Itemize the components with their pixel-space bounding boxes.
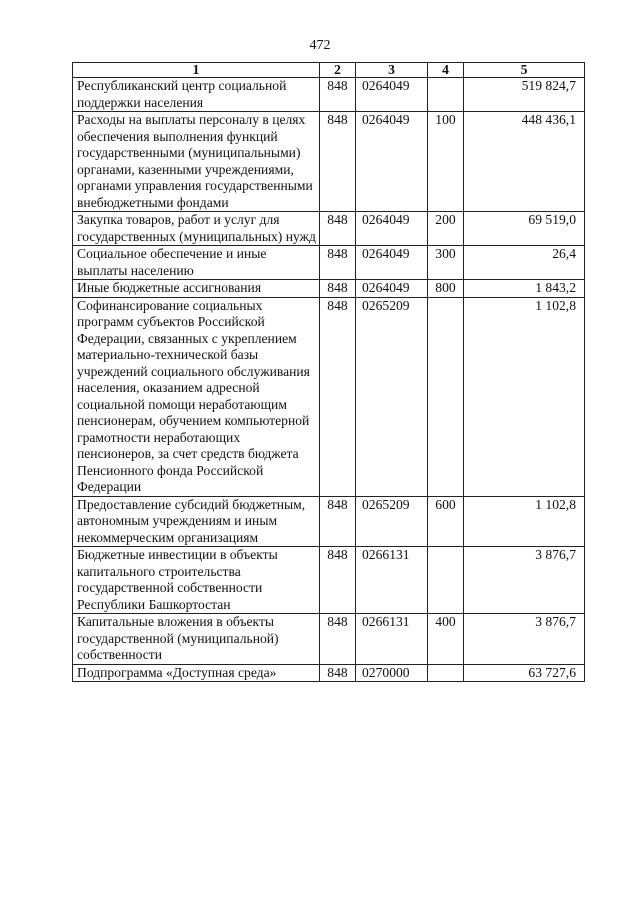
table-row bbox=[73, 547, 585, 614]
row-col5: 1 102,8 bbox=[464, 297, 585, 496]
row-name: Закупка товаров, работ и услуг для государственных (муниципальных) нужд bbox=[73, 212, 320, 246]
row-col2: 848 bbox=[320, 547, 356, 614]
table-row bbox=[73, 112, 585, 212]
row-col5: 519 824,7 bbox=[464, 78, 585, 112]
row-name: Софинансирование социальных программ субъектов Российской Федерации, связанных с укреплением материально-технической базы учреждений социального обслуживания населения, оказанием адресной социальной помощи неработающим пенсионерам, обучением компьютерной грамотности неработающих пенсионеров, за счет средств бюджета Пенсионного фонда Российской Федерации bbox=[73, 297, 320, 496]
row-col2: 848 bbox=[320, 664, 356, 682]
row-col4: 100 bbox=[428, 112, 464, 212]
row-name: Иные бюджетные ассигнования bbox=[73, 280, 320, 298]
row-name: Расходы на выплаты персоналу в целях обеспечения выполнения функций государственными (муниципальными) органами, казенными учреждениями, органами управления государственными внебюджетными фондами bbox=[73, 112, 320, 212]
row-col2: 848 bbox=[320, 280, 356, 298]
header-col-5: 5 bbox=[464, 63, 585, 78]
row-name: Республиканский центр социальной поддержки населения bbox=[73, 78, 320, 112]
row-col2: 848 bbox=[320, 78, 356, 112]
row-col2: 848 bbox=[320, 614, 356, 665]
table-row bbox=[73, 246, 585, 280]
row-col5: 1 843,2 bbox=[464, 280, 585, 298]
row-name: Бюджетные инвестиции в объекты капитального строительства государственной собственности Республики Башкортостан bbox=[73, 547, 320, 614]
row-col3: 0270000 bbox=[356, 664, 428, 682]
row-col2: 848 bbox=[320, 246, 356, 280]
table-row bbox=[73, 664, 585, 682]
row-col2: 848 bbox=[320, 297, 356, 496]
row-col5: 63 727,6 bbox=[464, 664, 585, 682]
table-row bbox=[73, 280, 585, 298]
row-col4: 600 bbox=[428, 496, 464, 547]
row-col3: 0266131 bbox=[356, 547, 428, 614]
row-col4: 300 bbox=[428, 246, 464, 280]
table-row bbox=[73, 496, 585, 547]
row-col3: 0265209 bbox=[356, 297, 428, 496]
row-col3: 0265209 bbox=[356, 496, 428, 547]
row-name: Предоставление субсидий бюджетным, автономным учреждениям и иным некоммерческим организациям bbox=[73, 496, 320, 547]
header-col-4: 4 bbox=[428, 63, 464, 78]
row-col4 bbox=[428, 664, 464, 682]
row-col3: 0264049 bbox=[356, 246, 428, 280]
row-col2: 848 bbox=[320, 496, 356, 547]
page-number: 472 bbox=[309, 38, 331, 53]
table-row bbox=[73, 212, 585, 246]
row-name: Капитальные вложения в объекты государственной (муниципальной) собственности bbox=[73, 614, 320, 665]
header-col-2: 2 bbox=[320, 63, 356, 78]
row-name: Подпрограмма «Доступная среда» bbox=[73, 664, 320, 682]
row-col3: 0264049 bbox=[356, 112, 428, 212]
table-row bbox=[73, 614, 585, 665]
row-col4 bbox=[428, 547, 464, 614]
row-col4 bbox=[428, 78, 464, 112]
row-col2: 848 bbox=[320, 212, 356, 246]
row-col3: 0266131 bbox=[356, 614, 428, 665]
row-col4: 400 bbox=[428, 614, 464, 665]
row-col5: 448 436,1 bbox=[464, 112, 585, 212]
header-col-1: 1 bbox=[73, 63, 320, 78]
row-col5: 3 876,7 bbox=[464, 547, 585, 614]
row-col5: 3 876,7 bbox=[464, 614, 585, 665]
row-col3: 0264049 bbox=[356, 78, 428, 112]
header-col-3: 3 bbox=[356, 63, 428, 78]
row-col5: 69 519,0 bbox=[464, 212, 585, 246]
table-row bbox=[73, 297, 585, 496]
budget-table bbox=[72, 62, 585, 682]
table-header-row bbox=[73, 63, 585, 78]
row-col3: 0264049 bbox=[356, 212, 428, 246]
row-col4: 800 bbox=[428, 280, 464, 298]
row-col5: 1 102,8 bbox=[464, 496, 585, 547]
row-col5: 26,4 bbox=[464, 246, 585, 280]
row-col2: 848 bbox=[320, 112, 356, 212]
row-name: Социальное обеспечение и иные выплаты населению bbox=[73, 246, 320, 280]
row-col3: 0264049 bbox=[356, 280, 428, 298]
table-row bbox=[73, 78, 585, 112]
row-col4: 200 bbox=[428, 212, 464, 246]
row-col4 bbox=[428, 297, 464, 496]
